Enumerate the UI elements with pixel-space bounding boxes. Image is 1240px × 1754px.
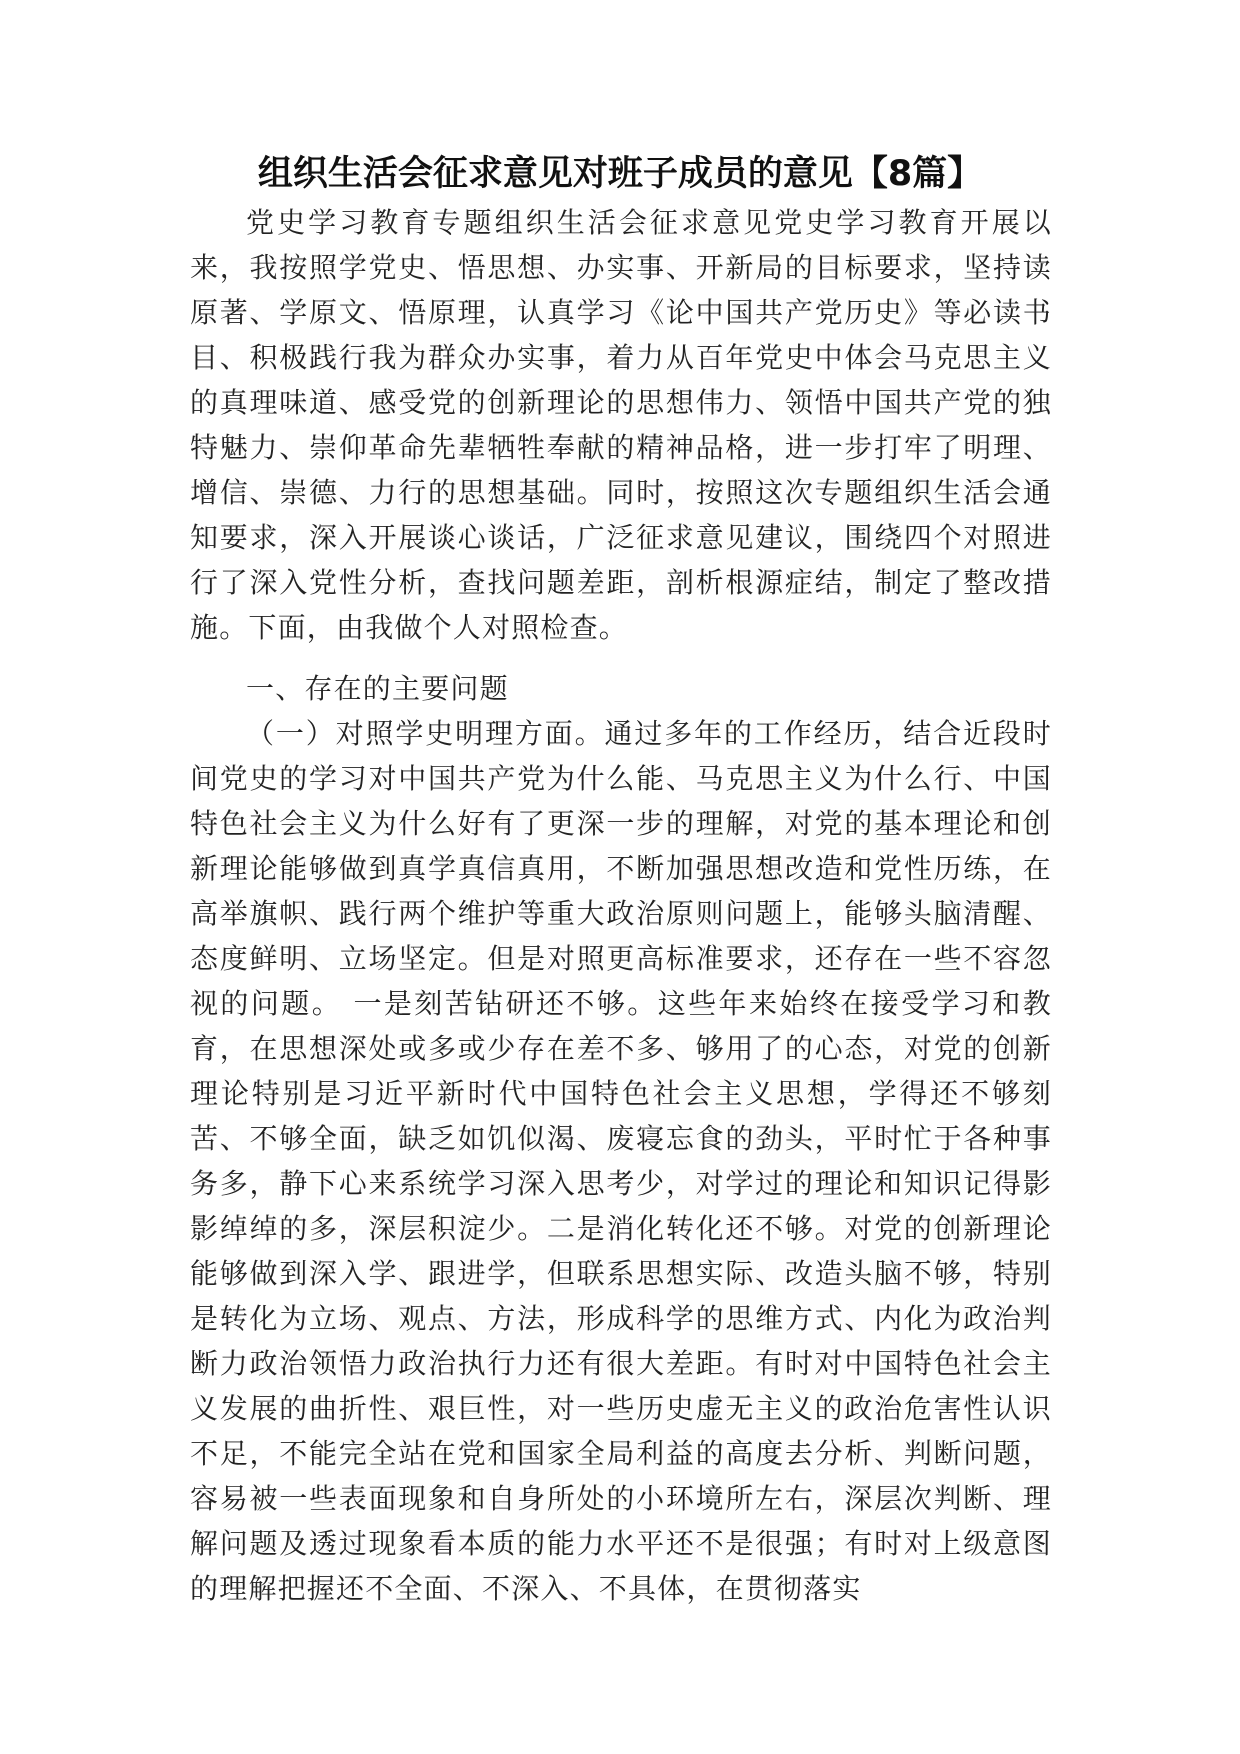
document-title: 组织生活会征求意见对班子成员的意见【8篇】 <box>257 154 983 194</box>
document-body <box>190 200 1052 1611</box>
intro-paragraph: 党史学习教育专题组织生活会征求意见党史学习教育开展以来，我按照学党史、悟思想、办实事、开新局的目标要求，坚持读原著、学原文、悟原理，认真学习《论中国共产党历史》等必读书目、积极践行我为群众办实事，着力从百年党史中体会马克思主义的真理味道、感受党的创新理论的思想伟力、领悟中国共产党的独特魅力、崇仰革命先辈牺牲奉献的精神品格，进一步打牢了明理、增信、崇德、力行的思想基础。同时，按照这次专题组织生活会通知要求，深入开展谈心谈话，广泛征求意见建议，围绕四个对照进行了深入党性分析，查找问题差距，剖析根源症结，制定了整改措施。下面，由我做个人对照检查。 <box>190 206 1052 644</box>
section-one-paragraph: （一）对照学史明理方面。通过多年的工作经历，结合近段时间党史的学习对中国共产党为什么能、马克思主义为什么行、中国特色社会主义为什么好有了更深一步的理解，对党的基本理论和创新理论能够做到真学真信真用，不断加强思想改造和党性历练，在高举旗帜、践行两个维护等重大政治原则问题上，能够头脑清醒、态度鲜明、立场坚定。但是对照更高标准要求，还存在一些不容忽视的问题。 一是刻苦钻研还不够。这些年来始终在接受学习和教育，在思想深处或多或少存在差不多、够用了的心态，对党的创新理论特别是习近平新时代中国特色社会主义思想，学得还不够刻苦、不够全面，缺乏如饥似渴、废寝忘食的劲头，平时忙于各种事务多，静下心来系统学习深入思考少，对学过的理论和知识记得影影绰绰的多，深层积淀少。二是消化转化还不够。对党的创新理论能够做到深入学、跟进学，但联系思想实际、改造头脑不够，特别是转化为立场、观点、方法，形成科学的思维方式、内化为政治判断力政治领悟力政治执行力还有很大差距。有时对中国特色社会主义发展的曲折性、艰巨性，对一些历史虚无主义的政治危害性认识不足，不能完全站在党和国家全局利益的高度去分析、判断问题，容易被一些表面现象和自身所处的小环境所左右，深层次判断、理解问题及透过现象看本质的能力水平还不是很强；有时对上级意图的理解把握还不全面、不深入、不具体，在贯彻落实 <box>190 717 1052 1605</box>
section-heading: 一、存在的主要问题 <box>246 672 509 705</box>
